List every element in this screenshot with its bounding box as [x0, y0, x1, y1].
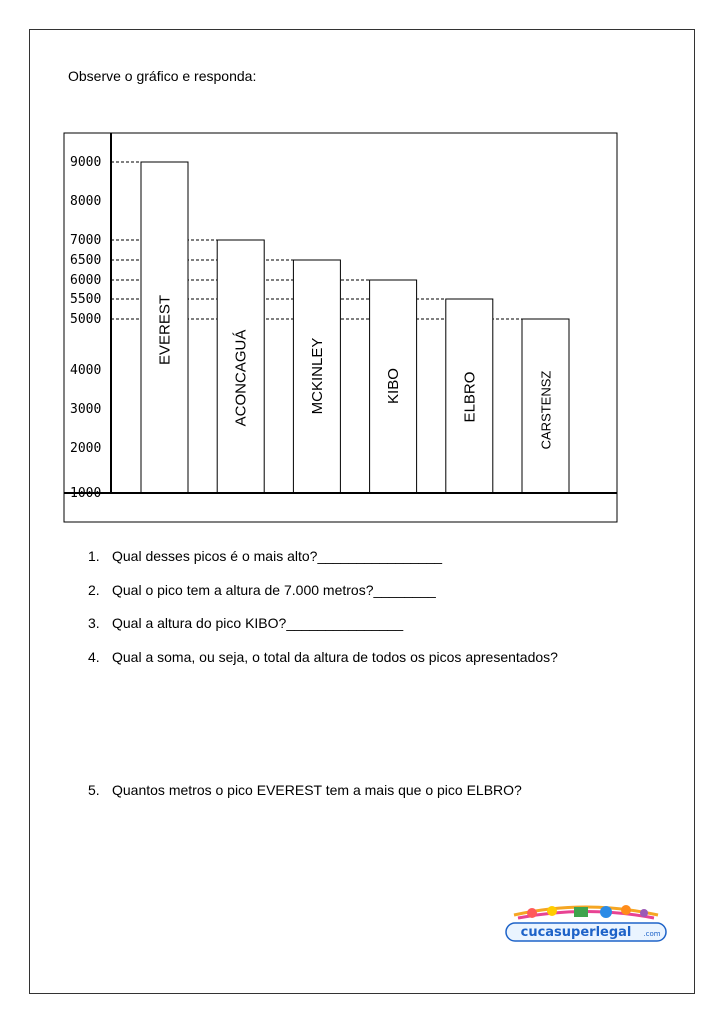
bar-label-aconcagua: ACONCAGUÁ	[232, 329, 250, 427]
bar-label-carstensz: CARSTENSZ	[538, 370, 554, 450]
y-tick-label-8000: 8000	[70, 194, 102, 209]
y-tick-label-6000: 6000	[70, 273, 102, 288]
bar-label-elbro: ELBRO	[461, 371, 479, 423]
question-item	[88, 649, 558, 665]
question-item	[88, 782, 522, 798]
y-tick-label-1000: 1000	[70, 486, 102, 501]
y-tick-label-9000: 9000	[70, 155, 102, 170]
y-tick-label-3000: 3000	[70, 402, 102, 417]
question-number: 2.	[88, 582, 100, 598]
y-tick-label-4000: 4000	[70, 363, 102, 378]
question-text: Qual desses picos é o mais alto?________________	[112, 548, 443, 564]
y-tick-label-6500: 6500	[70, 253, 102, 268]
question-text: Qual a altura do pico KIBO?_______________	[112, 615, 404, 631]
bar-label-kibo: KIBO	[385, 368, 403, 404]
site-logo	[502, 903, 670, 945]
logo-text: cucasuperlegal	[520, 925, 632, 940]
intro-text: Observe o gráfico e responda:	[68, 68, 257, 84]
y-tick-label-2000: 2000	[70, 441, 102, 456]
question-item	[88, 548, 442, 564]
y-tick-label-5500: 5500	[70, 292, 102, 307]
question-number: 3.	[88, 615, 100, 631]
y-tick-label-5000: 5000	[70, 312, 102, 327]
logo-suffix: .com	[643, 930, 661, 938]
question-number: 5.	[88, 782, 100, 798]
question-number: 1.	[88, 548, 100, 564]
y-tick-label-7000: 7000	[70, 233, 102, 248]
question-text: Qual o pico tem a altura de 7.000 metros?________	[112, 582, 436, 598]
bar-label-mckinley: MCKINLEY	[308, 337, 326, 415]
bar-label-everest: EVEREST	[156, 294, 174, 366]
question-text: Quantos metros o pico EVEREST tem a mais que o pico ELBRO?	[112, 782, 522, 798]
question-text: Qual a soma, ou seja, o total da altura de todos os picos apresentados?	[112, 649, 558, 665]
question-item	[88, 582, 436, 598]
question-number: 4.	[88, 649, 100, 665]
question-item	[88, 615, 403, 631]
